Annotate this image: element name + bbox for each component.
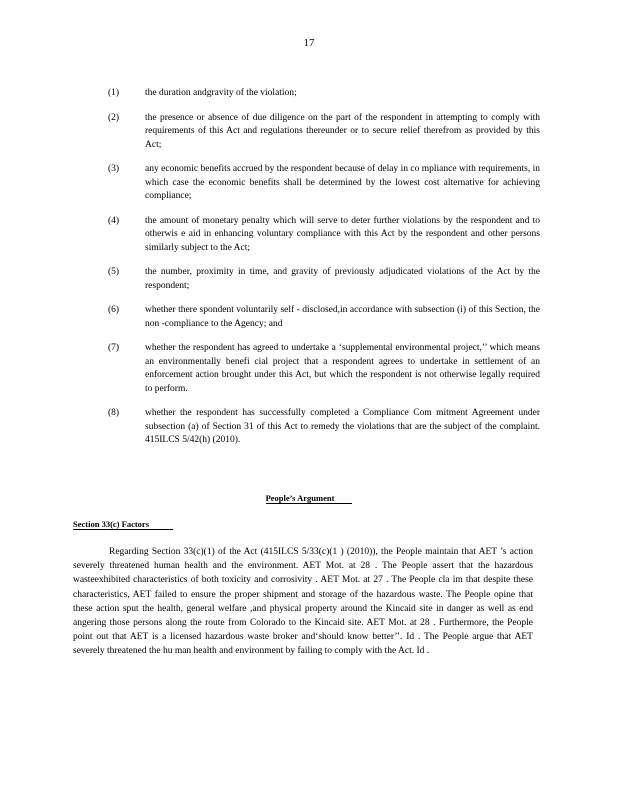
factor-item bbox=[108, 87, 540, 101]
factor-number: (7) bbox=[108, 343, 120, 353]
factor-number: (3) bbox=[108, 164, 120, 174]
factor-item bbox=[108, 266, 540, 293]
factor-item bbox=[108, 215, 540, 256]
factor-text: the presence or absence of due diligence on the part of the respondent in attempting to comply with requirements of this Act and regulations thereunder or to secure relief therefrom as provided by this Act; bbox=[145, 112, 540, 150]
factor-text: any economic benefits accrued by the respondent because of delay in co mpliance with requirements, in which case the economic benefits shall be determined by the lowest cost alternative for achieving compliance; bbox=[145, 164, 540, 201]
factor-number: (5) bbox=[108, 267, 120, 277]
factor-text: the amount of monetary penalty which will serve to deter further violations by the respondent and to otherwis e aid in enhancing voluntary compliance with this Act by the respondent and other persons similarly subject to the Act; bbox=[145, 215, 540, 253]
section-heading bbox=[0, 493, 618, 503]
factor-item bbox=[108, 342, 540, 396]
factor-item bbox=[108, 304, 540, 331]
factor-number: (2) bbox=[108, 112, 120, 123]
factor-list bbox=[108, 87, 540, 459]
factor-text: the duration andgravity of the violation; bbox=[145, 88, 297, 98]
body-paragraph: Regarding Section 33(c)(1) of the Act (415ILCS 5/33(c)(1 ) (2010)), the People maintain that AET ’s action severely threatened human health and the environment. AET Mot. at 28 . The People assert that the hazardous wasteexhibited characteristics of both toxicity and corrosivity . AET Mot. at 27 . The People cla im that despite these characteristics, AET failed to ensure the proper shipment and storage of the hazardous waste. The People opine that these action sput the health, general welfare ,and physical property around the Kincaid site in danger as well as end angering those persons along the route from Colorado to the Kincaid site. AET Mot. at 28 . Furthermore, the People point out that AET is a licensed hazardous waste broker and‘should know better’’. Id . The People argue that AET severely threatened the hu man health and environment by failing to comply with the Act. Id . bbox=[73, 547, 533, 657]
factor-text: the number, proximity in time, and gravity of previously adjudicated violations of the Act by the respondent; bbox=[145, 267, 540, 291]
sub-heading: Section 33(c) Factors bbox=[73, 519, 173, 530]
factor-text: whether the respondent has agreed to undertake a ‘supplemental environmental project,’’ which means an environmentally benefi cial project that a respondent agrees to undertake in settlement of an enforcement action brought under this Act, but which the respondent is not otherwise legally required to perform. bbox=[145, 343, 540, 394]
factor-number: (1) bbox=[108, 88, 120, 98]
factor-item bbox=[108, 163, 540, 204]
factor-text: whether there spondent voluntarily self - disclosed,in accordance with subsection (i) of this Section, the non -compliance to the Agency; and bbox=[145, 305, 540, 329]
factor-number: (6) bbox=[108, 305, 120, 315]
factor-text: whether the respondent has successfully completed a Compliance Com mitment Agreement under subsection (a) of Section 31 of this Act to remedy the violations that are the subject of the complaint. 415ILCS 5/42(h) (2010). bbox=[145, 408, 540, 445]
page-number: 17 bbox=[303, 37, 315, 49]
factor-item bbox=[108, 112, 540, 153]
factor-item bbox=[108, 407, 540, 448]
factor-number: (4) bbox=[108, 215, 120, 226]
factor-number: (8) bbox=[108, 408, 120, 418]
section-heading-text: People’s Argument bbox=[266, 493, 353, 504]
